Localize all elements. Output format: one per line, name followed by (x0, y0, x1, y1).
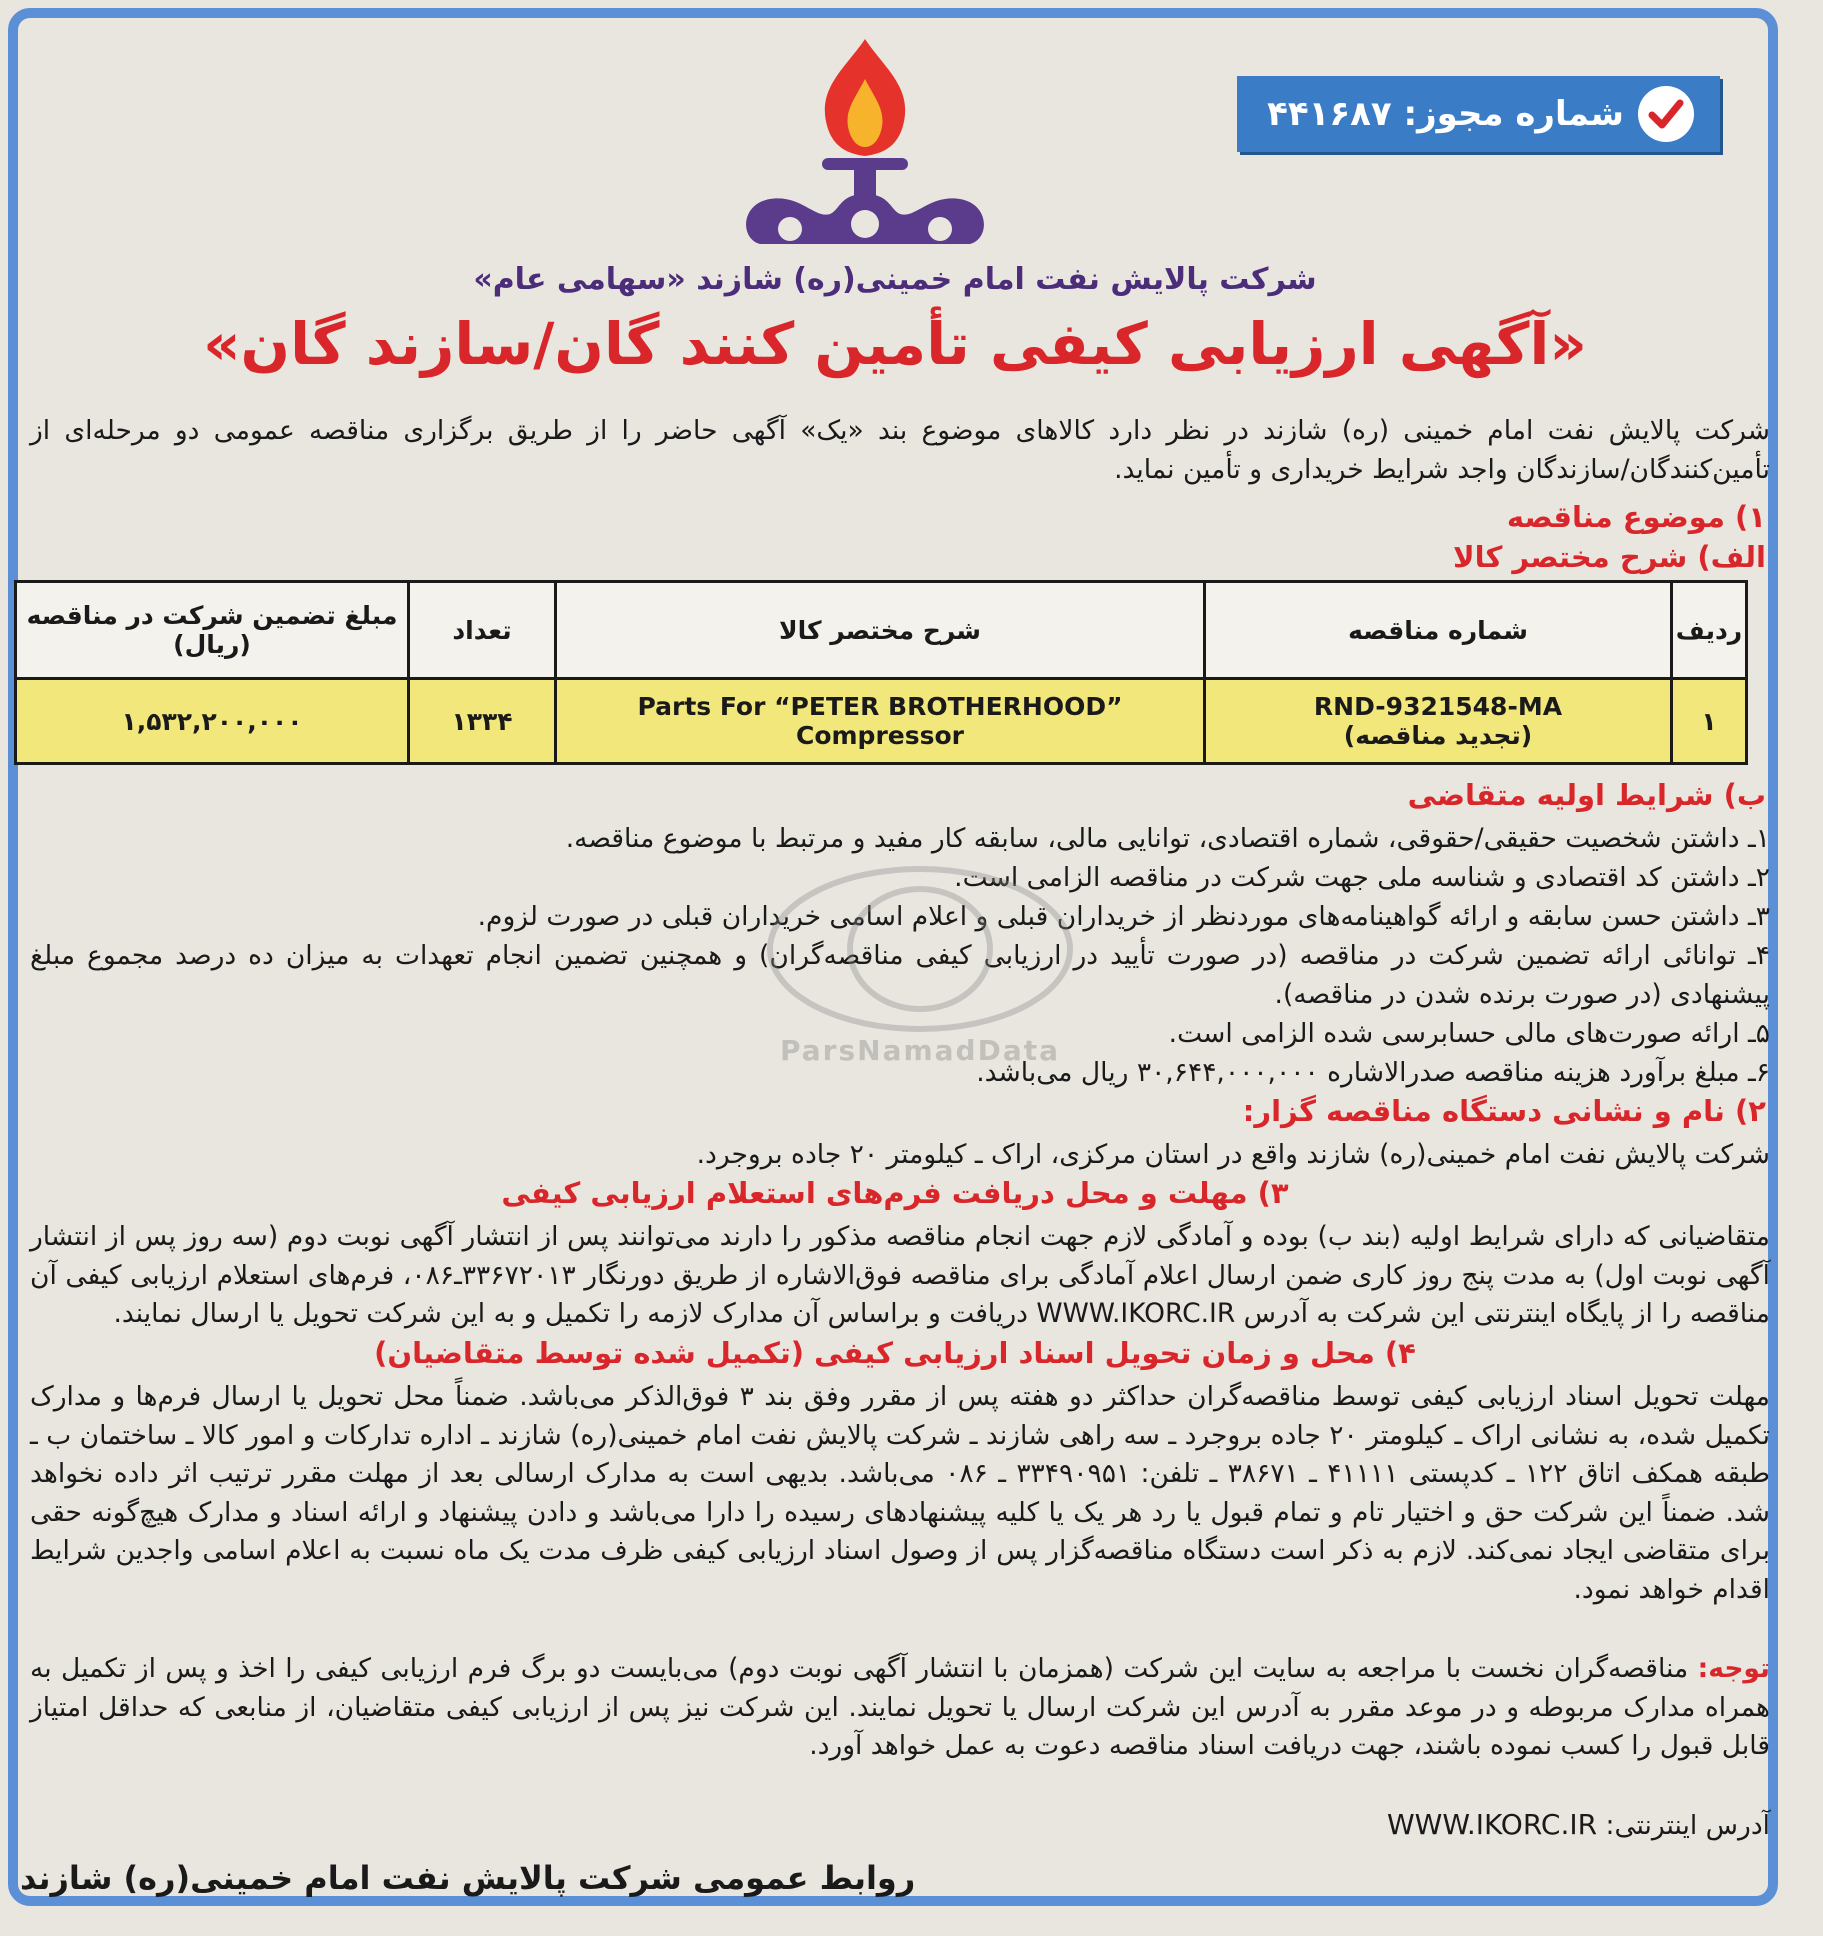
header-index: ردیف (1672, 582, 1747, 679)
row-description-text: Parts For “PETER BROTHERHOOD” Compressor (637, 692, 1123, 750)
table-header-row (16, 582, 1747, 679)
header-tender-number: شماره مناقصه (1205, 582, 1672, 679)
row-tender-number-cell (1205, 679, 1672, 764)
section1-subheading: الف) شرح مختصر کالا (1452, 540, 1766, 574)
section3-text: متقاضیانی که دارای شرایط اولیه (بند ب) بوده و آمادگی لازم جهت انجام مناقصه مذکور را دارند می‌توانند پس از انتشار آگهی نوبت دوم (سه روز پس از انتشار آگهی نوبت اول) به مدت پنج روز کاری ضمن ارسال اعلام آمادگی برای مناقصه فوق‌الاشاره از طریق دورنگار ۳۳۶۷۲۰۱۳ـ۰۸۶، فرم‌های استعلام ارزیابی کیفی آن مناقصه را از پایگاه اینترنتی این شرکت به آدرس WWW.IKORC.IR دریافت و براساس آن مدارک لازمه را تکمیل و به این شرکت تحویل یا ارسال نمایند. (30, 1221, 1770, 1329)
table-row (16, 679, 1747, 764)
condition-item-4: ۴ـ توانائی ارائه تضمین شرکت در مناقصه (در صورت تأیید در ارزیابی کیفی مناقصه‌گران) و همچنین تضمین انجام تعهدات به میزان ده درصد مجموع مبلغ پیشنهادی (در صورت برنده شدن در مناقصه). (30, 940, 1770, 1010)
condition-item-5: ۵ـ ارائه صورت‌های مالی حسابرسی شده الزامی است. (1168, 1018, 1770, 1049)
header-description: شرح مختصر کالا (556, 582, 1205, 679)
nioc-logo (730, 34, 1000, 264)
condition-item-6: ۶ـ مبلغ برآورد هزینه مناقصه صدرالاشاره ۳۰,۶۴۴,۰۰۰,۰۰۰ ریال می‌باشد. (976, 1057, 1770, 1088)
section2-heading: ۲) نام و نشانی دستگاه مناقصه گزار: (1242, 1094, 1766, 1128)
note-label: توجه: (1697, 1653, 1770, 1684)
permit-number: شماره مجوز: ۴۴۱۶۸۷ (1267, 94, 1624, 134)
company-name: شرکت پالایش نفت امام خمینی(ره) شازند «سهامی عام» (473, 262, 1317, 297)
watermark-seal-icon (740, 854, 1100, 1034)
watermark-text: ParsNamadData (780, 1034, 1060, 1067)
row-description (556, 679, 1205, 764)
row-quantity: ۱۳۳۴ (409, 679, 556, 764)
row-tender-number: RND-9321548-MA (1313, 692, 1563, 721)
ad-title: «آگهی ارزیابی کیفی تأمین کنند گان/سازند گان» (203, 310, 1587, 378)
condition-item-3: ۳ـ داشتن حسن سابقه و ارائه گواهینامه‌های موردنظر از خریداران قبلی و اعلام اسامی خریداران قبلی در صورت لزوم. (477, 901, 1770, 932)
section1-heading: ۱) موضوع مناقصه (1506, 500, 1766, 534)
header-quantity: تعداد (409, 582, 556, 679)
section2-text: شرکت پالایش نفت امام خمینی(ره) شازند واقع در استان مرکزی، اراک ـ کیلومتر ۲۰ جاده بروجرد. (696, 1139, 1770, 1170)
check-icon (1638, 86, 1694, 142)
website-url: WWW.IKORC.IR (1386, 1808, 1598, 1841)
section4-heading: ۴) محل و زمان تحویل اسناد ارزیابی کیفی (تکمیل شده توسط متقاضیان) (374, 1336, 1416, 1370)
intro-paragraph: شرکت پالایش نفت امام خمینی (ره) شازند در نظر دارد کالاهای موضوع بند «یک» آگهی حاضر را از طریق برگزاری مناقصه عمومی دو مرحله‌ای از تأمین‌کنندگان/سازندگان واجد شرایط خریداری و تأمین نماید. (30, 415, 1770, 485)
row-index: ۱ (1672, 679, 1747, 764)
ad-content (10, 14, 1780, 1904)
note-paragraph (30, 1650, 1770, 1766)
tender-table (14, 580, 1748, 765)
section4-text: مهلت تحویل اسناد ارزیابی کیفی توسط مناقصه‌گران حداکثر دو هفته پس از مقرر وفق بند ۳ فوق‌الذکر می‌باشد. ضمناً محل تحویل یا ارسال فرم‌ها و مدارک تکمیل شده، به نشانی اراک ـ کیلومتر ۲۰ جاده بروجرد ـ سه راهی شازند ـ شرکت پالایش نفت امام خمینی(ره) شازند ـ اداره تدارکات و امور کالا ـ ساختمان ب ـ طبقه همکف اتاق ۱۲۲ ـ کدپستی ۴۱۱۱۱ ـ ۳۸۶۷۱ ـ تلفن: ۳۳۴۹۰۹۵۱ ـ ۰۸۶ می‌باشد. بدیهی است به مدارک ارسالی بعد از مهلت مقرر ترتیب اثر داده نخواهد شد. ضمناً این شرکت حق و اختیار تام و تمام قبول یا رد هر یک یا کلیه پیشنهادهای رسیده را دارا می‌باشد و دادن پیشنهاد و ارائه اسناد و مدارک هیچ‌گونه حقی برای متقاضی ایجاد نمی‌کند. لازم به ذکر است دستگاه مناقصه‌گزار پس از وصول اسناد ارزیابی کیفی ظرف مدت یک ماه نسبت به اعلام اسامی واجدین شرایط اقدام خواهد نمود. (30, 1381, 1770, 1605)
website-line (30, 1806, 1770, 1846)
footer-text: روابط عمومی شرکت پالایش نفت امام خمینی(ره) شازند (20, 1859, 916, 1897)
section3-heading: ۳) مهلت و محل دریافت فرم‌های استعلام ارزیابی کیفی (501, 1176, 1289, 1210)
watermark-stamp (740, 854, 1100, 1104)
note-text: مناقصه‌گران نخست با مراجعه به سایت این شرکت (همزمان با انتشار آگهی نوبت دوم) می‌بایست دو برگ فرم ارزیابی کیفی را اخذ و پس از تکمیل به همراه مدارک مربوطه و در موعد مقرر به آدرس این شرکت ارسال یا تحویل نمایند. این شرکت نیز پس از ارزیابی کیفی متقاضیان، از منابعی که حداقل امتیاز قابل قبول را کسب نموده باشند، جهت دریافت اسناد مناقصه دعوت به عمل خواهد آورد. (30, 1653, 1770, 1761)
header-guarantee: مبلغ تضمین شرکت در مناقصه (ریال) (16, 582, 409, 679)
conditions-heading: ب) شرایط اولیه متقاضی (1407, 778, 1766, 812)
condition-item-1: ۱ـ داشتن شخصیت حقیقی/حقوقی، شماره اقتصادی، توانایی مالی، سابقه کار مفید و مرتبط با موضوع مناقصه. (565, 823, 1770, 854)
row-tender-note: (تجدید مناقصه) (1343, 721, 1533, 750)
permit-badge (1237, 76, 1720, 152)
condition-item-2: ۲ـ داشتن کد اقتصادی و شناسه ملی جهت شرکت در مناقصه الزامی است. (954, 862, 1770, 893)
row-guarantee: ۱,۵۳۲,۲۰۰,۰۰۰ (16, 679, 409, 764)
website-label: آدرس اینترنتی: (1605, 1810, 1770, 1841)
